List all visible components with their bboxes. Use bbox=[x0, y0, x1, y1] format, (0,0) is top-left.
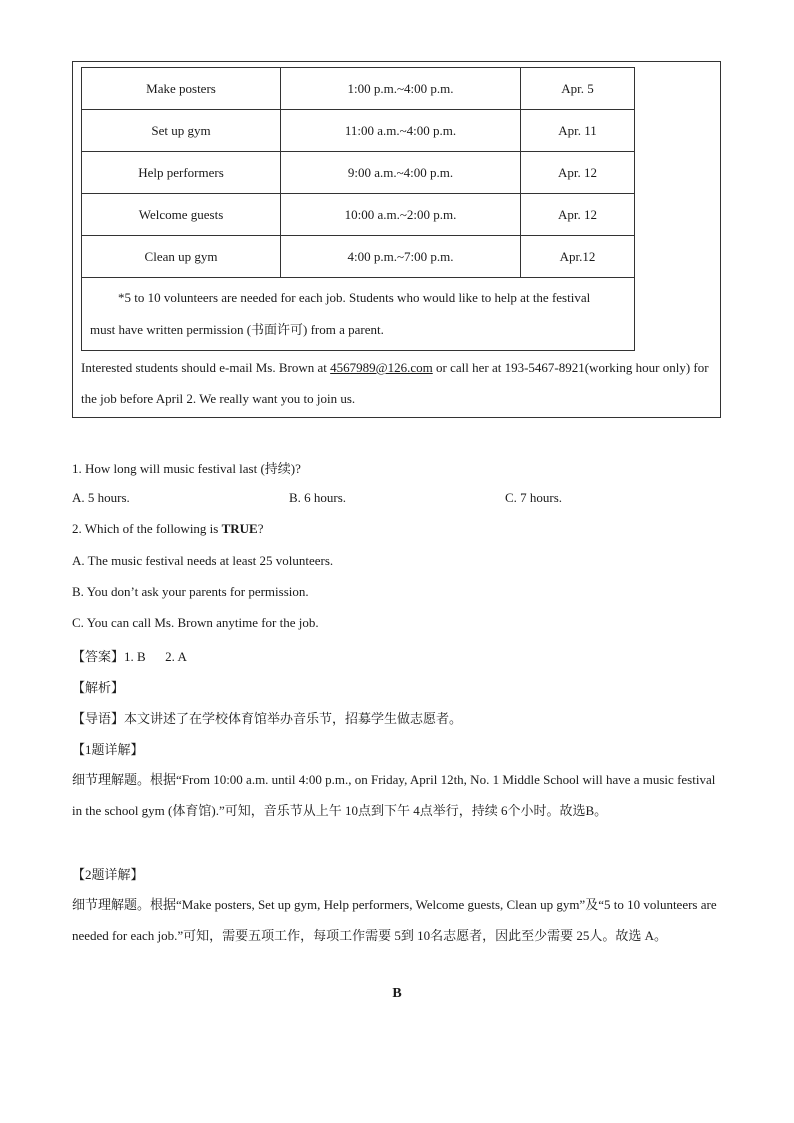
volunteer-jobs-table bbox=[81, 67, 635, 351]
q2-option-a: A. The music festival needs at least 25 volunteers. bbox=[72, 553, 334, 568]
time-cell: 11:00 a.m.~4:00 p.m. bbox=[281, 110, 521, 152]
table-row bbox=[82, 110, 635, 152]
question-2-mark: ? bbox=[257, 521, 264, 536]
contact-paragraph bbox=[81, 352, 717, 414]
table-row bbox=[82, 68, 635, 110]
date-cell: Apr. 5 bbox=[521, 68, 635, 110]
detail-1-text: 细节理解题。根据“From 10:00 a.m. until 4:00 p.m., on Friday, April 12th, No. 1 Middle School will have a music festival in the school gym (体育馆).”可知，音乐节从上午 10点到下午 4点举行，持续 6个小时。故选B。 bbox=[72, 772, 716, 818]
q1-option-a: A. 5 hours. bbox=[72, 490, 130, 505]
time-cell: 4:00 p.m.~7:00 p.m. bbox=[281, 236, 521, 278]
detail-1-label: 【1题详解】 bbox=[72, 742, 144, 757]
detail-2-label: 【2题详解】 bbox=[72, 867, 144, 882]
question-2-text: 2. Which of the following is bbox=[72, 521, 222, 536]
table-row bbox=[82, 236, 635, 278]
q2-option-b: B. You don’t ask your parents for permission. bbox=[72, 584, 309, 599]
volunteer-note bbox=[82, 278, 635, 351]
contact-text-after: or call her at 193-5467-8921(working hour only) for the job before April 2. We really want you to join us. bbox=[81, 360, 709, 406]
table-row bbox=[82, 194, 635, 236]
job-cell: Welcome guests bbox=[82, 194, 281, 236]
question-1: 1. How long will music festival last (持续)? bbox=[72, 461, 301, 476]
contact-text-before: Interested students should e-mail Ms. Brown at bbox=[81, 360, 331, 375]
job-cell: Make posters bbox=[82, 68, 281, 110]
time-cell: 10:00 a.m.~2:00 p.m. bbox=[281, 194, 521, 236]
job-cell: Clean up gym bbox=[82, 236, 281, 278]
note-line-1: *5 to 10 volunteers are needed for each job. Students who would like to help at the festival bbox=[118, 290, 591, 305]
time-cell: 1:00 p.m.~4:00 p.m. bbox=[281, 68, 521, 110]
email-link[interactable]: 4567989@126.com bbox=[330, 360, 433, 375]
table-row bbox=[82, 152, 635, 194]
answer-line bbox=[72, 646, 187, 665]
date-cell: Apr. 12 bbox=[521, 152, 635, 194]
time-cell: 9:00 a.m.~4:00 p.m. bbox=[281, 152, 521, 194]
question-2-emphasis: TRUE bbox=[221, 521, 258, 536]
date-cell: Apr.12 bbox=[521, 236, 635, 278]
job-cell: Set up gym bbox=[82, 110, 281, 152]
section-b-heading: B bbox=[392, 986, 402, 1001]
answer-text: 1. B 2. A bbox=[124, 649, 187, 664]
question-2 bbox=[72, 521, 264, 537]
note-line-2: must have written permission (书面许可) from a parent. bbox=[90, 322, 384, 337]
intro-label: 【导语】 bbox=[72, 711, 125, 726]
answer-label: 【答案】 bbox=[72, 649, 125, 664]
job-cell: Help performers bbox=[82, 152, 281, 194]
date-cell: Apr. 11 bbox=[521, 110, 635, 152]
q2-option-c: C. You can call Ms. Brown anytime for the job. bbox=[72, 615, 319, 630]
q1-option-b: B. 6 hours. bbox=[289, 490, 347, 505]
q1-option-c: C. 7 hours. bbox=[505, 490, 563, 505]
analysis-label: 【解析】 bbox=[72, 680, 125, 695]
detail-2-text: 细节理解题。根据“Make posters, Set up gym, Help performers, Welcome guests, Clean up gym”及“5 to 10 volunteers are needed for each job.”可知，需要五项工作，每项工作需要 5到 10名志愿者，因此至少需要 25人。故选 A。 bbox=[72, 897, 717, 943]
date-cell: Apr. 12 bbox=[521, 194, 635, 236]
table-row bbox=[82, 278, 635, 351]
intro-text: 本文讲述了在学校体育馆举办音乐节，招募学生做志愿者。 bbox=[124, 711, 463, 726]
intro-line bbox=[72, 708, 462, 727]
